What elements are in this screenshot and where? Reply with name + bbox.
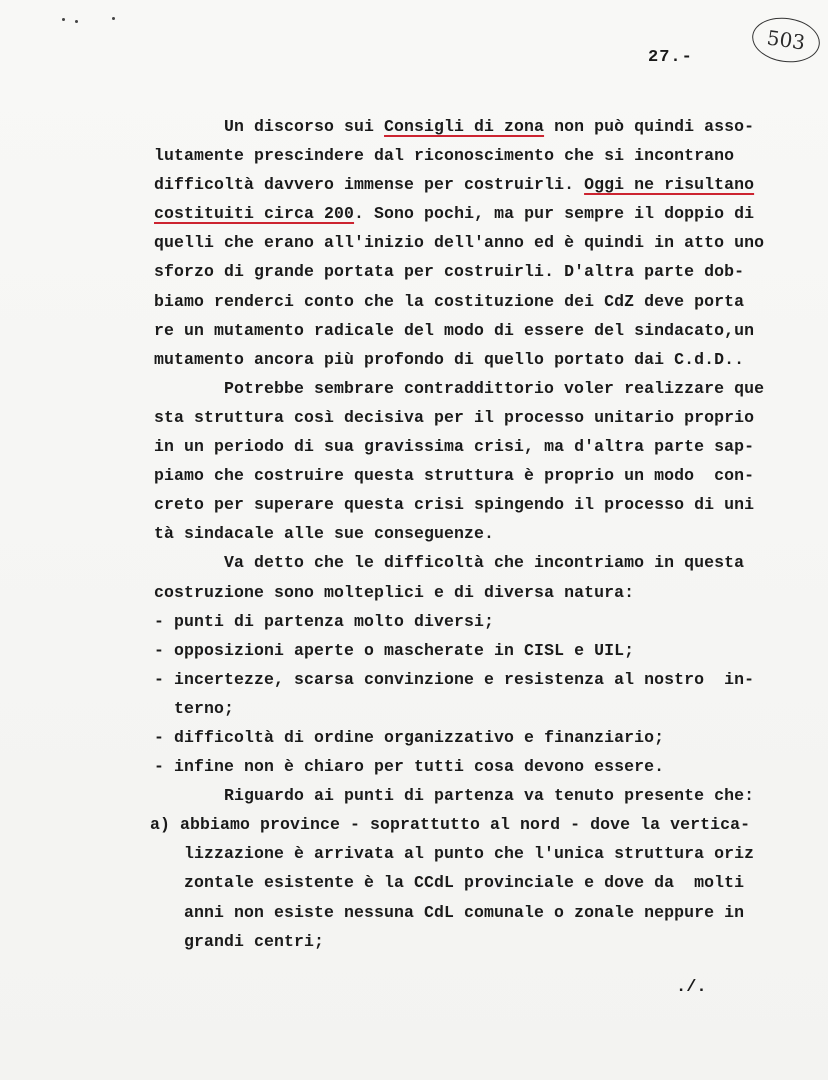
list-item-continuation: terno; [154,698,235,718]
text-line: lutamente prescindere dal riconoscimento che si incontrano [154,146,735,166]
text-line: tà sindacale alle sue conseguenze. [154,524,495,544]
list-item: - punti di partenza molto diversi; [154,611,495,631]
highlighted-phrase: Consigli di zona [384,117,545,136]
list-item-continuation: zontale esistente è la CCdL provinciale e dove da molti [184,873,745,893]
list-item: - difficoltà di ordine organizzativo e finanziario; [154,727,665,747]
list-item: - opposizioni aperte o mascherate in CISL e UIL; [154,640,635,660]
text-line: mutamento ancora più profondo di quello portato dai C.d.D.. [154,349,745,369]
text-line: Riguardo ai punti di partenza va tenuto presente che: [224,786,755,806]
text-line: Potrebbe sembrare contraddittorio voler realizzare que [224,378,765,398]
text-line: sforzo di grande portata per costruirli. D'altra parte dob- [154,262,745,282]
list-item-continuation: lizzazione è arrivata al punto che l'unica struttura oriz [184,844,755,864]
text-line: Un discorso sui Consigli di zona non può quindi asso- [224,117,755,136]
list-item-continuation: anni non esiste nessuna CdL comunale o zonale neppure in [184,902,745,922]
highlighted-phrase: Oggi ne risultano [584,175,755,195]
text-line: in un periodo di sua gravissima crisi, ma d'altra parte sap- [154,437,755,457]
scan-speck [62,18,65,21]
text-line: sta struttura così decisiva per il processo unitario proprio [154,407,755,427]
text-line: difficoltà davvero immense per costruirli. Oggi ne risultano [154,175,755,195]
continuation-mark: ./. [676,978,707,997]
text-line: Va detto che le difficoltà che incontriamo in questa [224,553,745,573]
list-item: a) abbiamo province - soprattutto al nord - dove la vertica- [150,815,751,835]
highlighted-phrase: costituiti circa 200 [154,204,355,224]
text-line: quelli che erano all'inizio dell'anno ed è quindi in atto uno [154,233,765,253]
list-item: - incertezze, scarsa convinzione e resistenza al nostro in- [154,669,755,689]
list-item-continuation: grandi centri; [184,931,325,951]
document-body [150,112,765,956]
scan-speck [75,20,78,23]
list-item: - infine non è chiaro per tutti cosa devono essere. [154,757,665,777]
scan-speck [112,17,115,20]
handwritten-page-stamp: 503 [749,13,822,66]
text-line: piamo che costruire questa struttura è proprio un modo con- [154,466,755,486]
text-line: re un mutamento radicale del modo di essere del sindacato,un [154,320,755,340]
text-line: biamo renderci conto che la costituzione dei CdZ deve porta [154,291,745,311]
page-number: 27.- [648,48,693,67]
text-line: creto per superare questa crisi spingendo il processo di uni [154,495,755,515]
text-line: costituiti circa 200. Sono pochi, ma pur sempre il doppio di [154,204,755,224]
text-line: costruzione sono molteplici e di diversa natura: [154,582,635,602]
